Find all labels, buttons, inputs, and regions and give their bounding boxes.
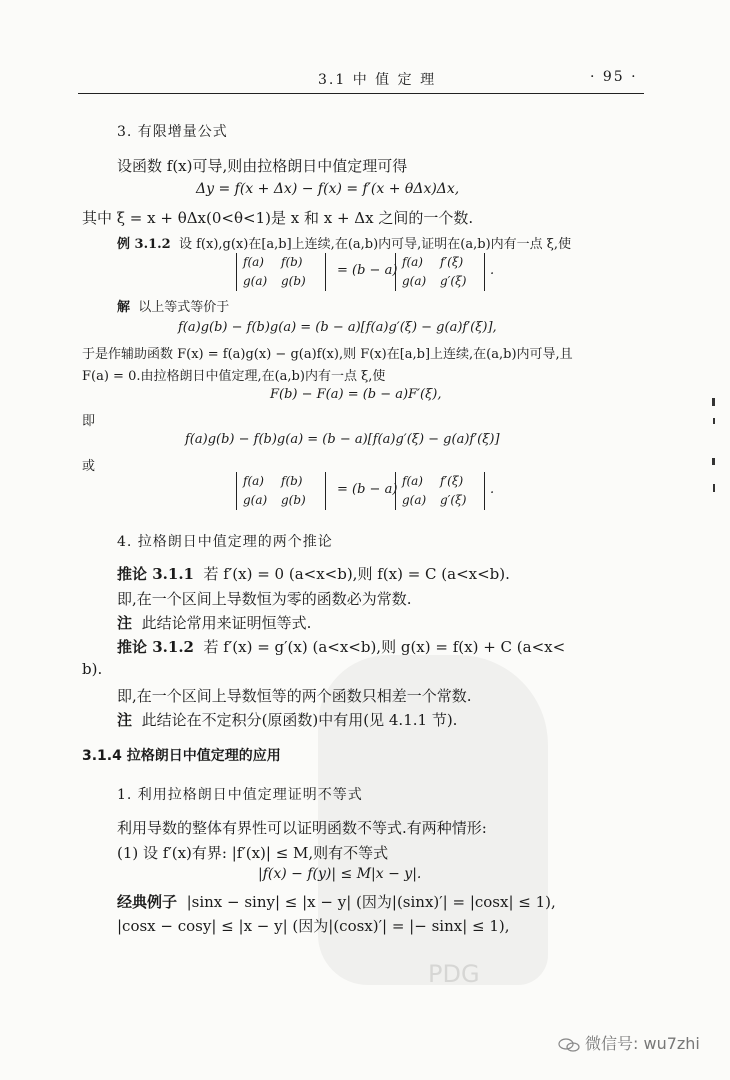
solution-text: 以上等式等价于	[138, 300, 230, 315]
corollary-1-label: 推论 3.1.1	[117, 565, 194, 583]
note-2-text: 此结论在不定积分(原函数)中有用(见 4.1.1 节).	[141, 711, 458, 729]
corollary-1-note: 即,在一个区间上导数恒为零的函数必为常数.	[117, 590, 412, 608]
det-equals-2: = (b − a)	[337, 482, 398, 497]
corollary-2	[117, 636, 565, 657]
determinant-1	[236, 253, 326, 291]
corollary-2-text: 若 f′(x) = g′(x) (a<x<b),则 g(x) = f(x) + C (a<x<	[203, 638, 566, 656]
s3-intro: 设函数 f(x)可导,则由拉格朗日中值定理可得	[117, 157, 408, 175]
solution-eq3: f(a)g(b) − f(b)g(a) = (b − a)[f(a)g′(ξ) − g(a)f′(ξ)]	[185, 432, 500, 447]
solution-huo: 或	[82, 459, 96, 474]
example-statement	[117, 233, 571, 252]
lipschitz-inequality: |f(x) − f(y)| ≤ M|x − y|.	[258, 866, 422, 882]
det4-a21: g(a)	[402, 493, 427, 507]
det4-a12: f′(ξ)	[440, 474, 464, 488]
note-2	[117, 709, 457, 730]
s314-p2: (1) 设 f′(x)有界: |f′(x)| ≤ M,则有不等式	[117, 844, 389, 862]
det2-a21: g(a)	[402, 274, 427, 288]
subsection-heading-4: 4. 拉格朗日中值定理的两个推论	[117, 534, 333, 550]
example-label: 例 3.1.2	[117, 237, 171, 252]
solution-line3: F(a) = 0.由拉格朗日中值定理,在(a,b)内有一点 ξ,使	[82, 369, 386, 384]
solution-intro	[117, 296, 229, 315]
note-1	[117, 612, 311, 633]
determinant-4	[395, 472, 485, 510]
classic-example-1	[117, 891, 556, 912]
det3-a21: g(a)	[243, 493, 268, 507]
subsection-heading-3: 3. 有限增量公式	[117, 124, 228, 140]
corollary-1	[117, 563, 510, 584]
det2-a22: g′(ξ)	[440, 274, 467, 288]
margin-mark	[713, 418, 715, 424]
watermark-pdg: PDG	[428, 960, 480, 988]
header-rule	[78, 93, 644, 94]
margin-mark	[713, 484, 715, 492]
corollary-2-label: 推论 3.1.2	[117, 638, 194, 656]
det3-a12: f(b)	[281, 474, 303, 488]
det1-a11: f(a)	[243, 255, 264, 269]
note-1-label: 注	[117, 614, 133, 632]
det2-a11: f(a)	[402, 255, 423, 269]
s314-p1: 利用导数的整体有界性可以证明函数不等式.有两种情形:	[117, 819, 487, 837]
margin-mark	[712, 398, 715, 406]
determinant-3	[236, 472, 326, 510]
solution-label: 解	[117, 300, 131, 315]
corollary-1-text: 若 f′(x) = 0 (a<x<b),则 f(x) = C (a<x<b).	[203, 565, 510, 583]
page-number: · 95 ·	[590, 69, 638, 85]
det1-a22: g(b)	[281, 274, 306, 288]
example-text: 设 f(x),g(x)在[a,b]上连续,在(a,b)内可导,证明在(a,b)内有一点 ξ,使	[178, 237, 572, 252]
wechat-id: 微信号: wu7zhi	[585, 1034, 700, 1053]
classic-example-2: |cosx − cosy| ≤ |x − y| (因为|(cosx)′| = |− sinx| ≤ 1),	[117, 917, 510, 935]
det4-a22: g′(ξ)	[440, 493, 467, 507]
note-2-label: 注	[117, 711, 133, 729]
determinant-2	[395, 253, 485, 291]
subsection-heading-ineq: 1. 利用拉格朗日中值定理证明不等式	[117, 787, 363, 803]
margin-mark	[712, 458, 715, 465]
det3-a11: f(a)	[243, 474, 264, 488]
classic-example-1-text: |sinx − siny| ≤ |x − y| (因为|(sinx)′| = |cosx| ≤ 1),	[186, 893, 556, 911]
section-heading-3-1-4: 3.1.4 拉格朗日中值定理的应用	[82, 748, 281, 764]
s3-where: 其中 ξ = x + θΔx(0<θ<1)是 x 和 x + Δx 之间的一个数.	[82, 209, 474, 227]
solution-eq1: f(a)g(b) − f(b)g(a) = (b − a)[f(a)g′(ξ) − g(a)f′(ξ)],	[178, 320, 497, 335]
det1-a21: g(a)	[243, 274, 268, 288]
classic-example-label: 经典例子	[117, 893, 178, 911]
det-period-2: .	[490, 482, 495, 497]
det1-a12: f(b)	[281, 255, 303, 269]
corollary-2-cont: b).	[82, 660, 103, 678]
solution-eq2: F(b) − F(a) = (b − a)F′(ξ),	[270, 387, 442, 402]
det2-a12: f′(ξ)	[440, 255, 464, 269]
det4-a11: f(a)	[402, 474, 423, 488]
solution-line2: 于是作辅助函数 F(x) = f(a)g(x) − g(a)f(x),则 F(x)在[a,b]上连续,在(a,b)内可导,且	[82, 347, 573, 362]
solution-ji: 即	[82, 414, 96, 429]
det-period: .	[490, 263, 495, 278]
wechat-icon	[558, 1038, 580, 1052]
det-equals: = (b − a)	[337, 263, 398, 278]
note-1-text: 此结论常用来证明恒等式.	[141, 614, 312, 632]
corollary-2-note: 即,在一个区间上导数恒等的两个函数只相差一个常数.	[117, 687, 472, 705]
det3-a22: g(b)	[281, 493, 306, 507]
running-header-section: 3.1 中 值 定 理	[318, 72, 437, 88]
finite-increment-formula: Δy = f(x + Δx) − f(x) = f′(x + θΔx)Δx,	[196, 181, 460, 197]
